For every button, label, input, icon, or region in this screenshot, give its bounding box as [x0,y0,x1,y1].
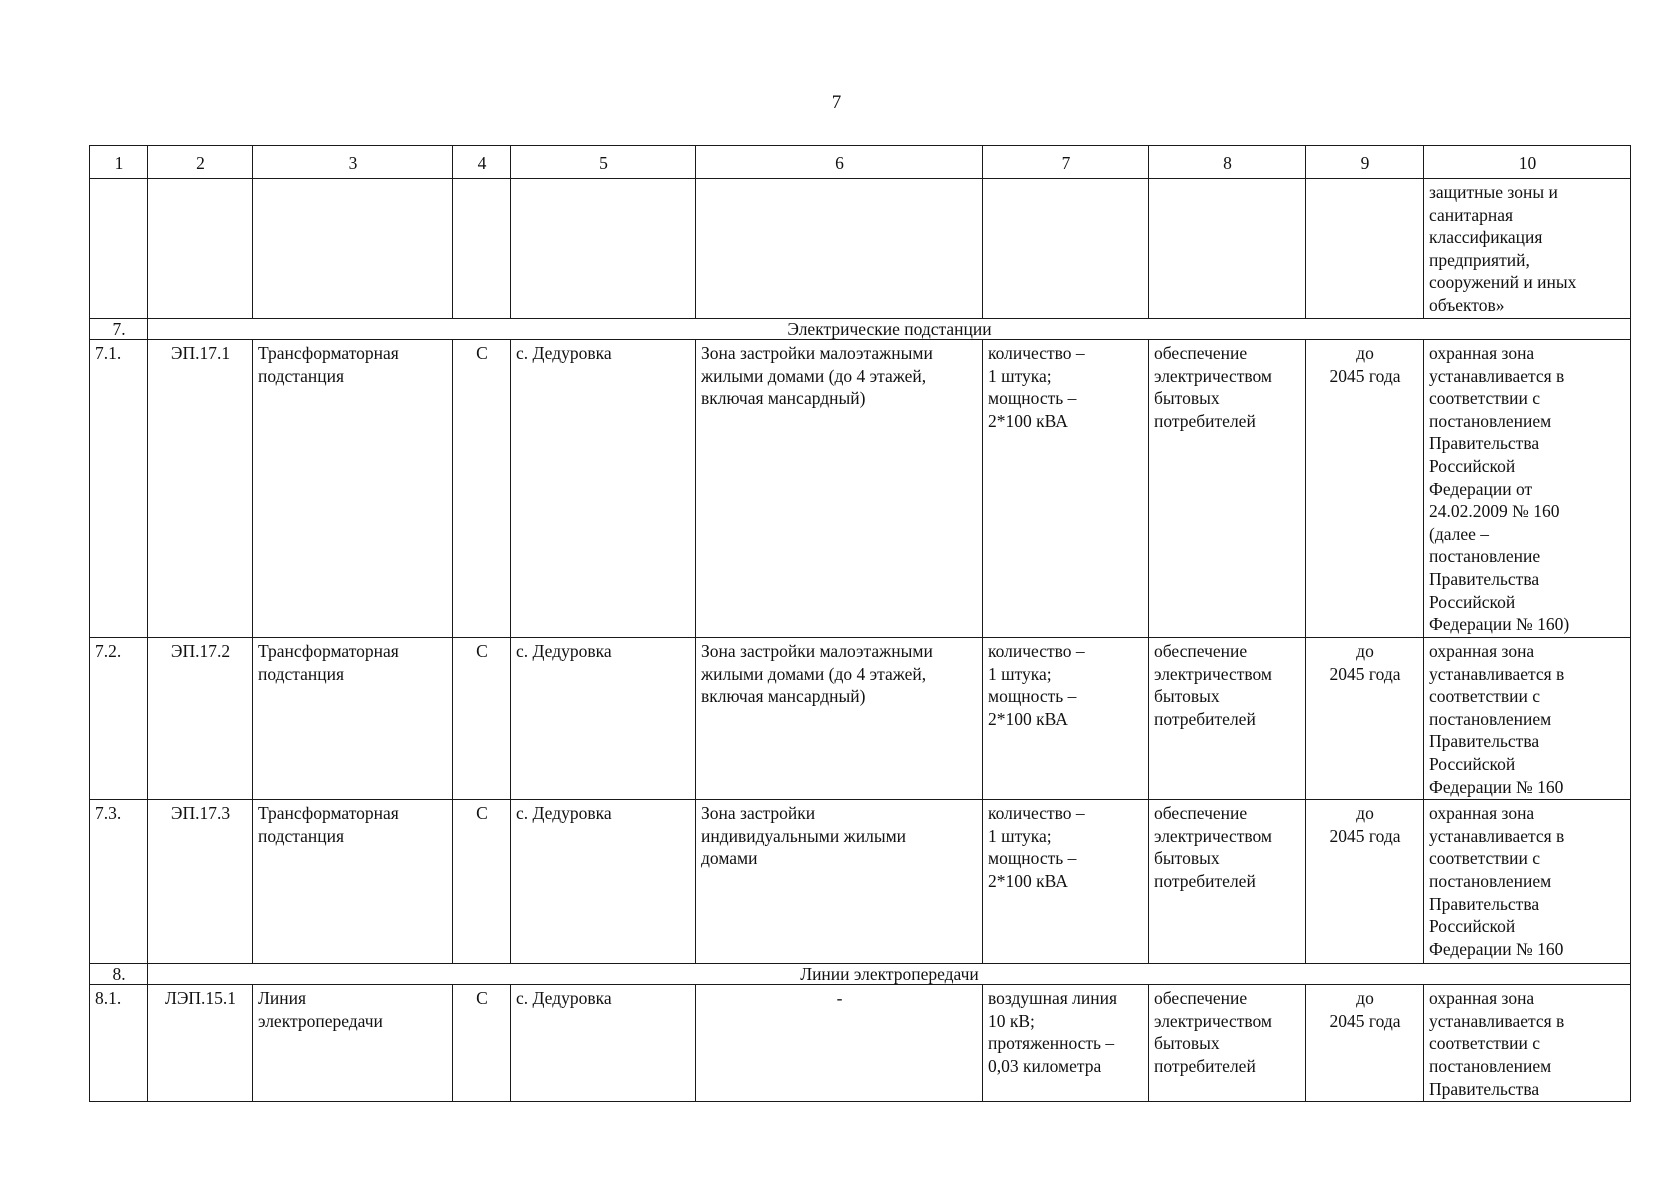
restrictions-cell [1424,638,1631,800]
text-line: защитные зоны и [1429,182,1558,202]
text-line: 24.02.2009 № 160 [1429,501,1560,522]
text-line: Трансформаторная [258,343,399,363]
text-line: потребителей [1154,410,1256,431]
text-line: 2*100 кВА [988,708,1068,729]
text-line: Правительства [1429,731,1540,752]
cell-empty [511,179,696,319]
object-name [253,985,453,1102]
text-line: Трансформаторная [258,641,399,661]
text-line: постановлением [1429,410,1552,431]
header-cell-8: 8 [1149,146,1306,179]
restrictions-cell [1424,800,1631,964]
text-line: устанавливается в [1429,1010,1565,1031]
text-line: до [1356,343,1374,363]
functional-zone [696,800,983,964]
section-title: Линии электропередачи [148,964,1631,985]
text-line: потребителей [1154,870,1256,891]
header-cell-5: 5 [511,146,696,179]
header-cell-10: 10 [1424,146,1631,179]
cell-empty [1306,179,1424,319]
text-line: объектов» [1429,294,1505,315]
row-number: 7.2. [90,638,148,800]
row-number: 7.3. [90,800,148,964]
implementation-term [1306,800,1424,964]
text-line: охранная зона [1429,343,1535,363]
text-line: подстанция [258,663,345,684]
cell-empty [253,179,453,319]
text-line: протяженность – [988,1033,1115,1054]
object-location: с. Дедуровка [511,340,696,638]
text-line: потребителей [1154,1055,1256,1076]
text-line: устанавливается в [1429,825,1565,846]
object-purpose [1149,985,1306,1102]
object-status: С [453,985,511,1102]
object-location: с. Дедуровка [511,800,696,964]
text-line: мощность – [988,388,1077,409]
object-purpose [1149,340,1306,638]
text-line: санитарная [1429,204,1514,225]
implementation-term [1306,985,1424,1102]
restrictions-cell [1424,985,1631,1102]
page-number: 7 [831,92,842,113]
text-line: домами [701,848,758,869]
object-purpose [1149,638,1306,800]
text-line: Зона застройки [701,803,816,824]
object-code: ЛЭП.15.1 [148,985,253,1102]
text-line: соответствии с [1429,1033,1541,1054]
object-code: ЭП.17.1 [148,340,253,638]
text-line: охранная зона [1429,803,1535,824]
text-line: соответствии с [1429,848,1541,869]
text-line: Правительства [1429,568,1540,589]
section-title: Электрические подстанции [148,319,1631,340]
object-status: С [453,638,511,800]
text-line: электричеством [1154,1010,1272,1031]
functional-zone [696,985,983,1102]
header-cell-4: 4 [453,146,511,179]
functional-zone [696,638,983,800]
text-line: 2045 года [1329,663,1401,684]
text-line: постановлением [1429,708,1552,729]
text-line: Правительства [1429,433,1540,454]
cell-empty [148,179,253,319]
object-status: С [453,800,511,964]
text-line: сооружений и иных [1429,272,1577,293]
row-number: 8.1. [90,985,148,1102]
header-cell-2: 2 [148,146,253,179]
text-line: электричеством [1154,365,1272,386]
object-characteristics [983,800,1149,964]
object-characteristics [983,340,1149,638]
text-line: 1 штука; [988,825,1052,846]
functional-zone [696,340,983,638]
text-line: Зона застройки малоэтажными [701,641,933,661]
cell-empty [696,179,983,319]
table-header-row [90,146,1631,179]
object-name [253,340,453,638]
text-line: обеспечение [1154,641,1248,661]
cell-empty [1149,179,1306,319]
restrictions-cell [1424,179,1631,319]
text-line: мощность – [988,686,1077,707]
text-line: Федерации № 160 [1429,938,1564,959]
text-line: электричеством [1154,663,1272,684]
text-line: бытовых [1154,1033,1220,1054]
cell-empty [90,179,148,319]
object-characteristics [983,638,1149,800]
text-line: жилыми домами (до 4 этажей, [701,365,927,386]
text-line: Российской [1429,591,1516,612]
table-row [90,340,1631,638]
section-row-power-lines [90,964,1631,985]
header-cell-9: 9 [1306,146,1424,179]
table-row [90,985,1631,1102]
text-line: бытовых [1154,848,1220,869]
text-line: до [1356,988,1374,1009]
text-line: классификация [1429,227,1543,248]
text-line: постановлением [1429,1055,1552,1076]
object-purpose [1149,800,1306,964]
text-line: бытовых [1154,388,1220,409]
text-line: подстанция [258,825,345,846]
table-row [90,800,1631,964]
text-line: количество – [988,803,1085,824]
text-line: 2*100 кВА [988,410,1068,431]
section-row-substations [90,319,1631,340]
section-number: 8. [90,964,148,985]
text-line: устанавливается в [1429,365,1565,386]
text-line: Линия [258,988,307,1009]
object-location: с. Дедуровка [511,638,696,800]
object-name [253,800,453,964]
table-row [90,638,1631,800]
text-line: Федерации от [1429,478,1533,499]
text-line: воздушная линия [988,988,1118,1009]
text-line: соответствии с [1429,686,1541,707]
text-line: включая мансардный) [701,686,866,707]
text-line: - [836,988,843,1009]
text-line: Федерации № 160 [1429,776,1564,797]
continuation-row [90,179,1631,319]
cell-empty [983,179,1149,319]
row-number: 7.1. [90,340,148,638]
text-line: (далее – [1429,523,1490,544]
object-code: ЭП.17.3 [148,800,253,964]
object-name [253,638,453,800]
text-line: 1 штука; [988,663,1052,684]
text-line: количество – [988,641,1085,661]
text-line: обеспечение [1154,803,1248,824]
text-line: 0,03 километра [988,1055,1102,1076]
text-line: Правительства [1429,1078,1540,1099]
object-characteristics [983,985,1149,1102]
text-line: устанавливается в [1429,663,1565,684]
text-line: жилыми домами (до 4 этажей, [701,663,927,684]
text-line: охранная зона [1429,641,1535,661]
document-table [89,145,1631,1102]
text-line: 10 кВ; [988,1010,1035,1031]
implementation-term [1306,340,1424,638]
text-line: Трансформаторная [258,803,399,824]
object-code: ЭП.17.2 [148,638,253,800]
header-cell-7: 7 [983,146,1149,179]
text-line: Федерации № 160) [1429,614,1570,635]
object-status: С [453,340,511,638]
text-line: потребителей [1154,708,1256,729]
text-line: 2*100 кВА [988,870,1068,891]
text-line: количество – [988,343,1085,363]
text-line: соответствии с [1429,388,1541,409]
text-line: Правительства [1429,893,1540,914]
text-line: 1 штука; [988,365,1052,386]
text-line: 2045 года [1329,365,1401,386]
text-line: электропередачи [258,1010,383,1031]
header-cell-3: 3 [253,146,453,179]
text-line: бытовых [1154,686,1220,707]
text-line: предприятий, [1429,249,1530,270]
text-line: электричеством [1154,825,1272,846]
text-line: Российской [1429,455,1516,476]
text-line: Российской [1429,753,1516,774]
text-line: обеспечение [1154,343,1248,363]
text-line: до [1356,641,1374,661]
header-cell-6: 6 [696,146,983,179]
restrictions-cell [1424,340,1631,638]
text-line: 2045 года [1329,1010,1401,1031]
cell-empty [453,179,511,319]
text-line: охранная зона [1429,988,1535,1009]
text-line: Зона застройки малоэтажными [701,343,933,363]
text-line: постановление [1429,546,1541,567]
header-cell-1: 1 [90,146,148,179]
section-number: 7. [90,319,148,340]
text-line: мощность – [988,848,1077,869]
text-line: Российской [1429,916,1516,937]
text-line: 2045 года [1329,825,1401,846]
object-location: с. Дедуровка [511,985,696,1102]
text-line: подстанция [258,365,345,386]
text-line: до [1356,803,1374,824]
text-line: индивидуальными жилыми [701,825,907,846]
text-line: постановлением [1429,870,1552,891]
implementation-term [1306,638,1424,800]
text-line: обеспечение [1154,988,1248,1009]
text-line: включая мансардный) [701,388,866,409]
